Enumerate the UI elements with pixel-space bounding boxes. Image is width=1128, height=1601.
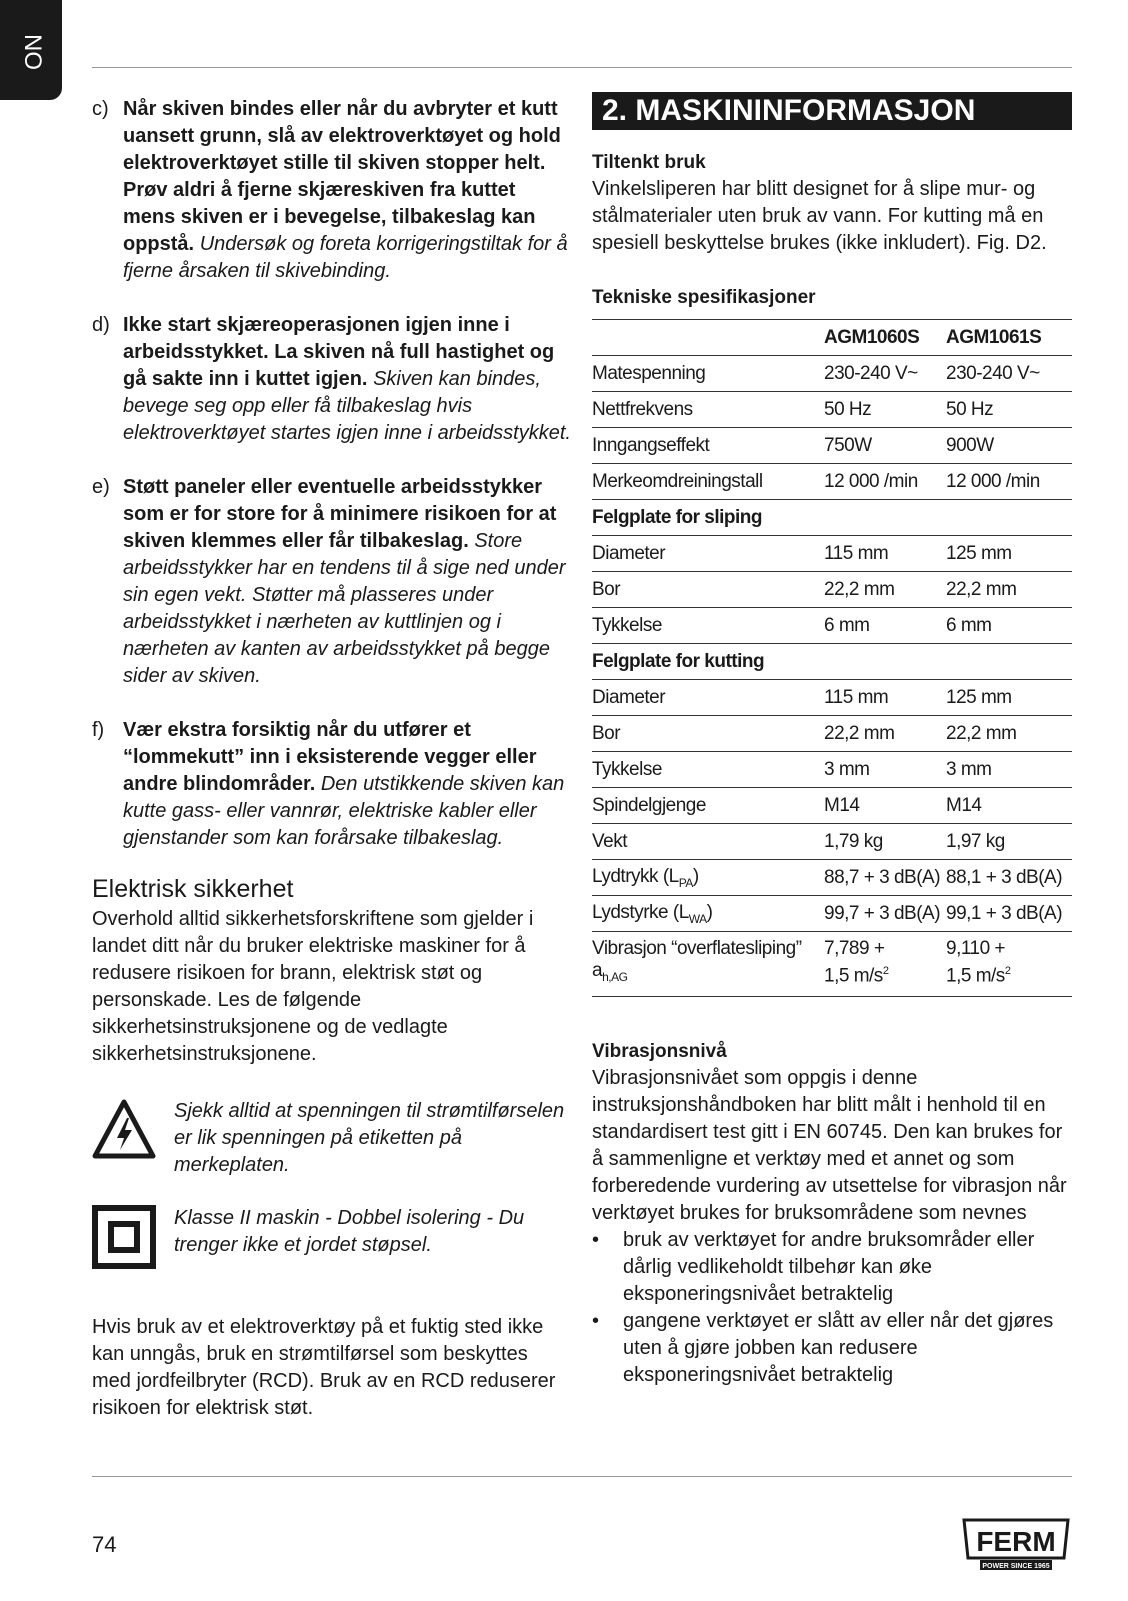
- language-tab: [0, 0, 62, 100]
- electric-safety-heading: Elektrisk sikkerhet: [92, 875, 294, 903]
- logo-tagline: POWER SINCE 1965: [982, 1563, 1050, 1570]
- table-row: Merkeomdreiningstall 12 000 /min 12 000 /min: [592, 464, 1072, 500]
- vibration-bullets: [592, 1227, 1072, 1389]
- spec-header-row: AGM1060S AGM1061S: [592, 320, 1072, 356]
- intended-use-text: Vinkelsliperen har blitt designet for å slipe mur- og stålmaterialer uten bruk av vann. For kutting må en spesiell beskyttelse brukes (ikke inkludert). Fig. D2.: [592, 178, 1047, 254]
- right-column: [592, 92, 1072, 1389]
- ferm-logo: [960, 1518, 1072, 1572]
- table-row: Tykkelse 6 mm 6 mm: [592, 608, 1072, 644]
- table-row: Tykkelse 3 mm 3 mm: [592, 752, 1072, 788]
- table-row: Inngangseffekt 750W 900W: [592, 428, 1072, 464]
- list-item: • gangene verktøyet er slått av eller når det gjøres uten å gjøre jobben kan redusere eksponeringsnivået betraktelig: [592, 1308, 1072, 1389]
- class2-note: Klasse II maskin - Dobbel isolering - Du trenger ikke et jordet støpsel.: [92, 1205, 572, 1274]
- table-row: Diameter 115 mm 125 mm: [592, 536, 1072, 572]
- table-row: Matespenning 230-240 V~ 230-240 V~: [592, 356, 1072, 392]
- language-code: NO: [19, 34, 46, 70]
- rcd-text: Hvis bruk av et elektroverktøy på et fuktig sted ikke kan unngås, bruk en strømtilførsel som beskyttes med jordfeilbryter (RCD). Bruk av en RCD reduserer risikoen for elektrisk støt.: [92, 1316, 556, 1419]
- table-subheader-row: Felgplate for sliping: [592, 500, 1072, 536]
- page-number: 74: [92, 1532, 117, 1557]
- electric-hazard-icon: [92, 1098, 174, 1165]
- logo-wordmark: FERM: [976, 1526, 1056, 1557]
- left-column: [92, 96, 572, 1422]
- safety-item-c: c) Når skiven bindes eller når du avbryter et kutt uansett grunn, slå av elektroverktøyet og hold elektroverktøyet stille til skiven stopper helt. Prøv aldri å fjerne skjæreskiven fra kuttet mens skiven er i bevegelse, tilbakeslag kan oppstå. Undersøk og foreta korrigeringstiltak for å fjerne årsaken til skivebinding.: [92, 98, 568, 282]
- safety-item-e: e) Støtt paneler eller eventuelle arbeidsstykker som er for store for å minimere risikoen for at skiven klemmes eller får tilbakeslag. Store arbeidsstykker har en tendens til å sige ned under sin egen vekt. Støtter må plasseres under arbeidsstykket i nærheten av kuttlinjen og i nærheten av kanten av arbeidsstykket på begge sider av skiven.: [92, 476, 566, 687]
- sound-pressure-row: Lydtrykk $(L_{PA})$ 88,7 + 3 dB(A) 88,1 + 3 dB(A): [592, 860, 1072, 896]
- electric-safety-text: Overhold alltid sikkerhetsforskriftene som gjelder i landet ditt når du bruker elektriske maskiner for å redusere risikoen for brann, elektrisk støt og personskade. Les de følgende sikkerhetsinstruksjonene og de vedlagte sikkerhetsinstruksjonene.: [92, 908, 534, 1065]
- safety-item-f: f) Vær ekstra forsiktig når du utfører et “lommekutt” inn i eksisterende vegger eller andre blindområder. Den utstikkende skiven kan kutte gass- eller vannrør, elektriske kabler eller gjenstander som kan forårsake tilbakeslag.: [92, 719, 565, 849]
- list-item: • bruk av verktøyet for andre bruksområder eller dårlig vedlikeholdt tilbehør kan øke eksponeringsnivået betraktelig: [592, 1227, 1072, 1308]
- table-row: Bor 22,2 mm 22,2 mm: [592, 572, 1072, 608]
- voltage-warning: Sjekk alltid at spenningen til strømtilførselen er lik spenningen på etiketten på merkeplaten.: [92, 1098, 572, 1179]
- table-row: Spindelgjenge M14 M14: [592, 788, 1072, 824]
- sound-power-row: Lydstyrke $(L_{WA})$ 99,7 + 3 dB(A) 99,1 + 3 dB(A): [592, 896, 1072, 932]
- section-title: 2. MASKININFORMASJON: [592, 92, 1072, 130]
- vibration-text: Vibrasjonsnivået som oppgis i denne instruksjonshåndboken har blitt målt i henhold til en standardisert test gitt i EN 60745. Den kan brukes for å sammenligne et verktøy med et annet og som forberedende vurdering av utsettelse for vibrasjon når verktøyet brukes for bruksområdene som nevnes: [592, 1067, 1067, 1224]
- spec-heading: Tekniske spesifikasjoner: [592, 287, 816, 308]
- bottom-rule: [92, 1476, 1072, 1477]
- safety-item-d: d) Ikke start skjæreoperasjonen igjen inne i arbeidsstykket. La skiven nå full hastighet og gå sakte inn i kuttet igjen. Skiven kan bindes, bevege seg opp eller få tilbakeslag hvis elektroverktøyet startes igjen inne i arbeidsstykket.: [92, 314, 571, 444]
- double-insulation-icon: [92, 1205, 174, 1274]
- table-subheader-row: Felgplate for kutting: [592, 644, 1072, 680]
- table-row: Nettfrekvens 50 Hz 50 Hz: [592, 392, 1072, 428]
- vibration-heading: Vibrasjonsnivå: [592, 1041, 727, 1062]
- spec-table: [592, 319, 1072, 997]
- table-row: Vekt 1,79 kg 1,97 kg: [592, 824, 1072, 860]
- table-row: Diameter 115 mm 125 mm: [592, 680, 1072, 716]
- table-row: Bor 22,2 mm 22,2 mm: [592, 716, 1072, 752]
- intended-use-heading: Tiltenkt bruk: [592, 152, 706, 173]
- top-rule: [92, 67, 1072, 68]
- vibration-row: Vibrasjon “overflatesliping” $a_{h,AG}$ 7,789 + 1,5 $m/s^2$ 9,110 + 1,5 $m/s^2$: [592, 932, 1072, 997]
